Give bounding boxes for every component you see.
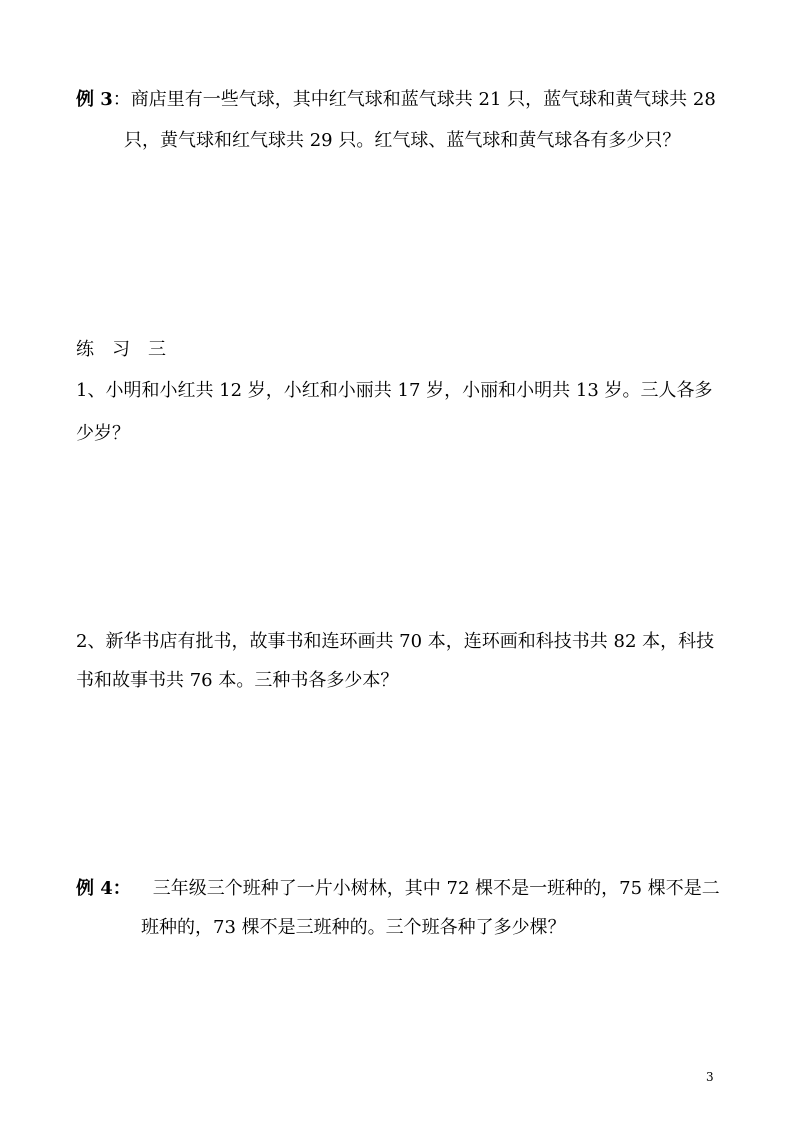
example-4-line-2: 班种的，73 棵不是三班种的。三个班各种了多少棵？ (141, 917, 566, 938)
example-3-line-2: 只，黄气球和红气球共 29 只。红气球、蓝气球和黄气球各有多少只？ (124, 130, 681, 151)
question-2-line-1: 2、新华书店有批书，故事书和连环画共 70 本，连环画和科技书共 82 本，科技 (76, 631, 715, 652)
question-2-line-2: 书和故事书共 76 本。三种书各多少本？ (76, 670, 399, 691)
page-number: 3 (706, 1070, 714, 1084)
example-4-line-1 (76, 877, 720, 901)
example-3-colon: ： (112, 89, 131, 110)
question-1-line-2: 少岁？ (76, 423, 130, 444)
example-3-text-1: 商店里有一些气球，其中红气球和蓝气球共 21 只，蓝气球和黄气球共 28 (130, 89, 716, 110)
example-4-colon: ： (112, 878, 131, 899)
question-1-line-1: 1、小明和小红共 12 岁，小红和小丽共 17 岁，小丽和小明共 13 岁。三人各多 (76, 380, 713, 401)
example-3-label: 例 3 (76, 89, 113, 110)
exercise-3-title: 练 习 三 (76, 339, 166, 360)
example-4-label: 例 4 (76, 878, 113, 899)
example-3-line-1 (76, 88, 716, 112)
example-4-text-1: 三年级三个班种了一片小树林，其中 72 棵不是一班种的，75 棵不是二 (152, 878, 720, 899)
